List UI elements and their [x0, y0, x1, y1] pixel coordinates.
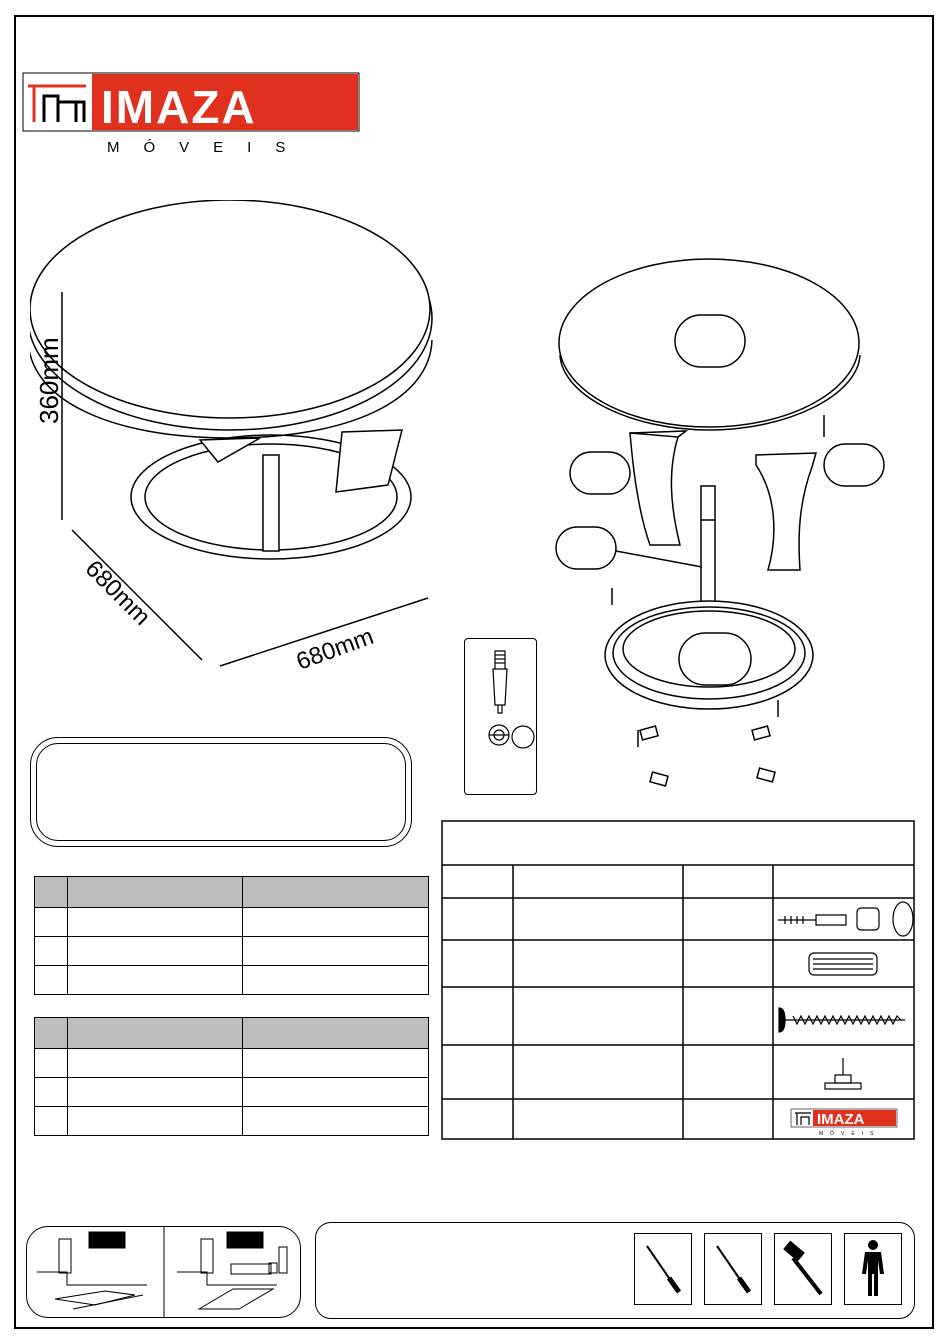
tools-box	[315, 1222, 915, 1319]
cam-bolt-icon	[778, 902, 913, 936]
person-icon	[844, 1233, 902, 1305]
hardware-table	[441, 820, 915, 1140]
screwdriver-flat-icon	[634, 1233, 692, 1305]
brand-sub: MÓVEIS	[107, 139, 310, 156]
svg-text:IMAZA: IMAZA	[817, 1111, 865, 1128]
hammer-icon	[774, 1233, 832, 1305]
dim-width: 680mm	[292, 622, 378, 676]
brand-logo	[22, 72, 360, 156]
furniture-glide-icon	[825, 1058, 861, 1089]
room-illustration	[26, 1226, 301, 1318]
parts-table-1	[34, 876, 429, 995]
parts-table-2	[34, 1017, 429, 1136]
mini-brand-logo	[791, 1109, 897, 1137]
screwdriver-phillips-icon	[704, 1233, 762, 1305]
hardware-detail-box	[464, 638, 537, 795]
screw-icon	[779, 1008, 905, 1032]
dowel-icon	[809, 953, 877, 975]
dim-height: 360mm	[34, 337, 64, 424]
svg-text:MÓVEIS: MÓVEIS	[819, 1131, 881, 1137]
note-box	[30, 737, 412, 847]
dim-depth: 680mm	[79, 555, 156, 631]
assembled-table-drawing	[30, 200, 470, 680]
exploded-view-drawing	[550, 255, 890, 795]
brand-name: IMAZA	[101, 81, 257, 133]
